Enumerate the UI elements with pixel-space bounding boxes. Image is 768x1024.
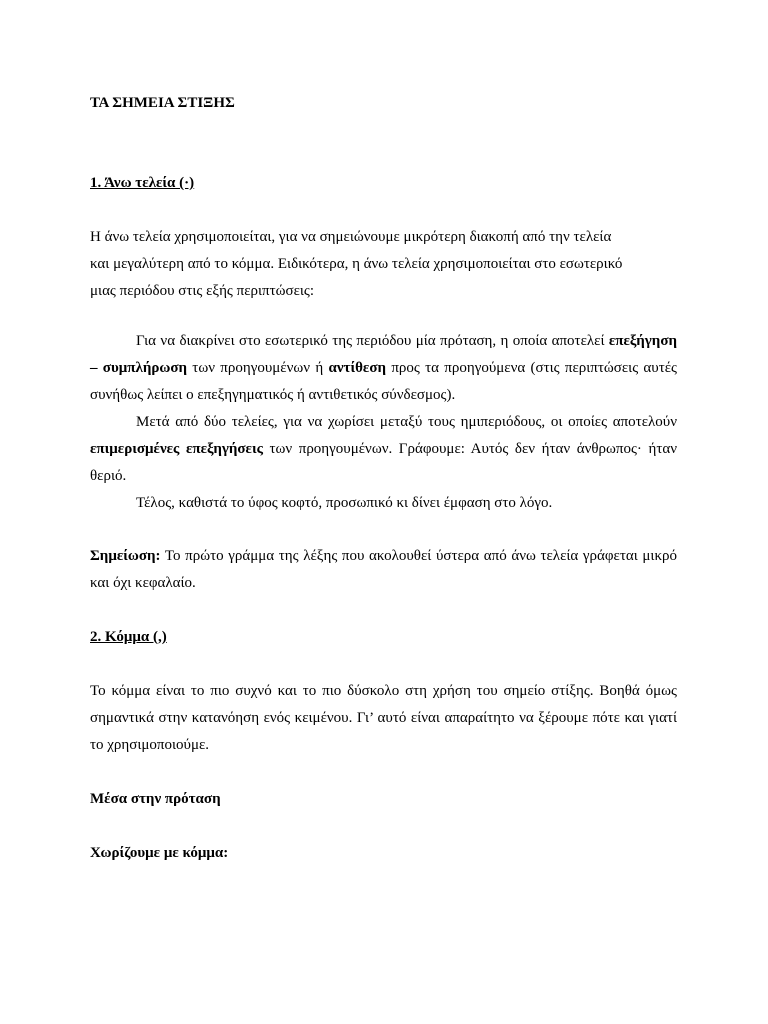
case1-text-1: Για να διακρίνει στο εσωτερικό της περιόδου μία πρόταση, η οποία αποτελεί bbox=[136, 333, 609, 349]
case1-text-3: προς τα προηγούμενα (στις περιπτώσεις αυτές συνήθως λείπει ο επεξηγηματικός ή αντιθετικός σύνδεσμος). bbox=[90, 360, 677, 403]
section1-case-2-paragraph bbox=[90, 409, 677, 490]
section2-subheading-inside-sentence: Μέσα στην πρόταση bbox=[90, 791, 221, 807]
note-text: Το πρώτο γράμμα της λέξης που ακολουθεί ύστερα από άνω τελεία γράφεται μικρό και όχι κεφαλαίο. bbox=[90, 548, 677, 591]
section1-intro-line-3: μιας περιόδου στις εξής περιπτώσεις: bbox=[90, 283, 315, 299]
document-title: ΤΑ ΣΗΜΕΙΑ ΣΤΙΞΗΣ bbox=[90, 95, 235, 111]
case1-text-2: των προηγουμένων ή bbox=[187, 360, 329, 376]
section1-case-1-paragraph bbox=[90, 328, 677, 409]
section1-intro-line-1: Η άνω τελεία χρησιμοποιείται, για να σημειώνουμε μικρότερη διακοπή από την τελεία bbox=[90, 229, 612, 245]
section1-intro-line-2: και μεγαλύτερη από το κόμμα. Ειδικότερα, η άνω τελεία χρησιμοποιείται στο εσωτερικό bbox=[90, 256, 623, 272]
section2-heading: 2. Κόμμα (,) bbox=[90, 629, 167, 645]
case2-text-2: των προηγουμένων. Γράφουμε: Αυτός δεν ήταν άνθρωπος· ήταν θεριό. bbox=[90, 441, 677, 484]
section2-paragraph: Το κόμμα είναι το πιο συχνό και το πιο δύσκολο στη χρήση του σημείο στίξης. Βοηθά όμως σημαντικά στην κατανόηση ενός κειμένου. Γι’ αυτό είναι απαραίτητο να ξέρουμε πότε και γιατί το χρησιμοποιούμε. bbox=[90, 683, 677, 753]
case2-text-1: Μετά από δύο τελείες, για να χωρίσει μεταξύ τους ημιπεριόδους, οι οποίες αποτελούν bbox=[136, 414, 677, 430]
section1-heading: 1. Άνω τελεία (·) bbox=[90, 175, 195, 191]
note-label: Σημείωση: bbox=[90, 548, 161, 564]
case1-bold-antithesis: αντίθεση bbox=[328, 360, 387, 376]
case2-bold-explanations: επιμερισμένες επεξηγήσεις bbox=[90, 441, 263, 457]
case1-bold-explanation: επεξήγηση – συμπλήρωση bbox=[90, 333, 677, 376]
section1-note-paragraph bbox=[90, 543, 677, 597]
section1-case-3-paragraph: Τέλος, καθιστά το ύφος κοφτό, προσωπικό κι δίνει έμφαση στο λόγο. bbox=[136, 495, 553, 511]
section2-subheading-separate-with-comma: Χωρίζουμε με κόμμα: bbox=[90, 845, 229, 861]
